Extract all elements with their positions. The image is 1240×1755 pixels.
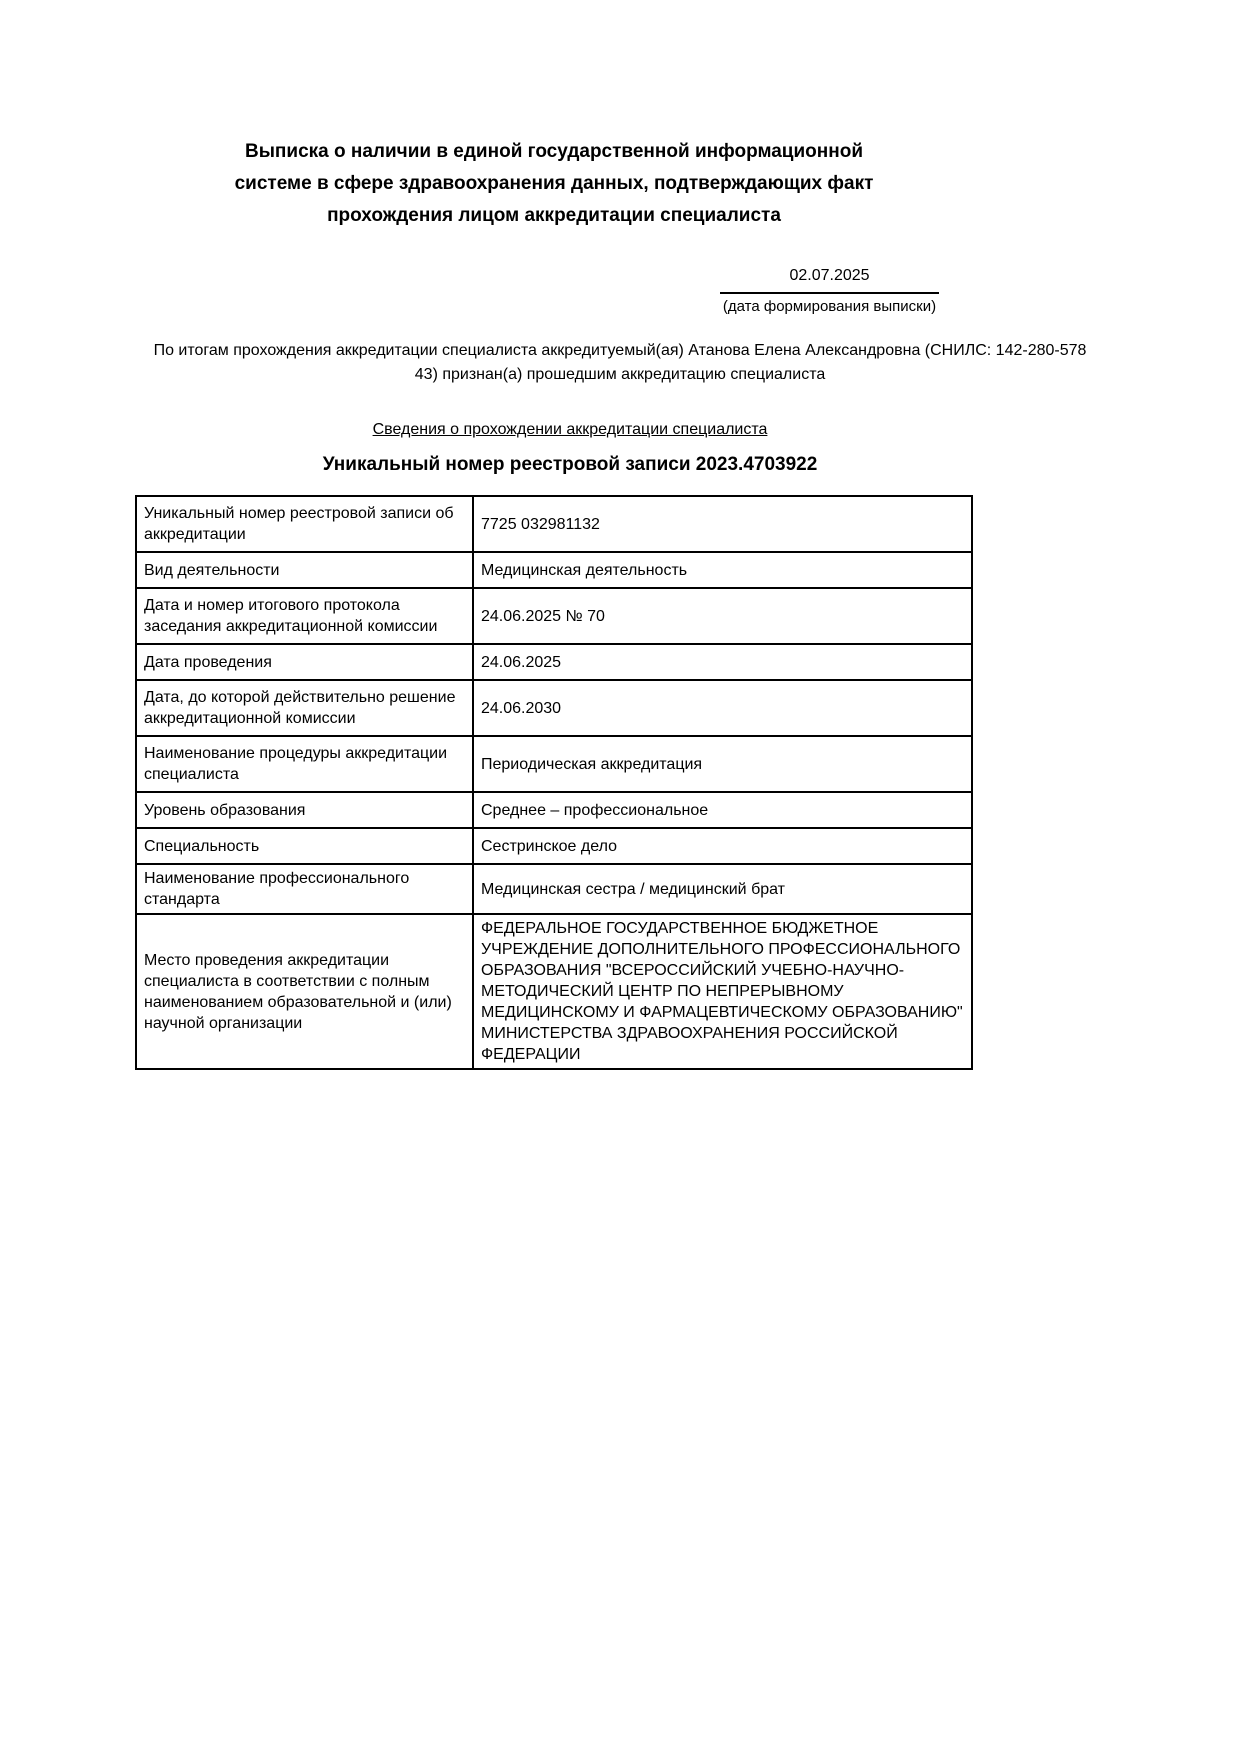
row-value: Периодическая аккредитация (473, 736, 972, 792)
row-label: Дата проведения (136, 644, 473, 680)
table-row (136, 496, 972, 552)
row-value: Медицинская сестра / медицинский брат (473, 864, 972, 914)
formation-date-caption: (дата формирования выписки) (722, 298, 937, 315)
table-row (136, 792, 972, 828)
row-label: Дата и номер итогового протокола заседания аккредитационной комиссии (136, 588, 473, 644)
document-title-line: прохождения лицом аккредитации специалиста (327, 205, 781, 226)
row-value: Сестринское дело (473, 828, 972, 864)
row-label: Вид деятельности (136, 552, 473, 588)
row-label: Место проведения аккредитации специалиста в соответствии с полным наименованием образовательной и (или) научной организации (136, 914, 473, 1069)
document-title-line: Выписка о наличии в единой государственной информационной (244, 141, 864, 162)
accreditation-details-table (135, 495, 973, 1070)
formation-date-block (720, 266, 939, 316)
table-row (136, 588, 972, 644)
row-value: ФЕДЕРАЛЬНОЕ ГОСУДАРСТВЕННОЕ БЮДЖЕТНОЕ УЧРЕЖДЕНИЕ ДОПОЛНИТЕЛЬНОГО ПРОФЕССИОНАЛЬНОГО ОБРАЗОВАНИЯ "ВСЕРОССИЙСКИЙ УЧЕБНО-НАУЧНО-МЕТОДИЧЕСКИЙ ЦЕНТР ПО НЕПРЕРЫВНОМУ МЕДИЦИНСКОМУ И ФАРМАЦЕВТИЧЕСКОМУ ОБРАЗОВАНИЮ" МИНИСТЕРСТВА ЗДРАВООХРАНЕНИЯ РОССИЙСКОЙ ФЕДЕРАЦИИ (473, 914, 972, 1069)
row-value: Медицинская деятельность (473, 552, 972, 588)
row-value: 7725 032981132 (473, 496, 972, 552)
section-heading: Сведения о прохождении аккредитации специалиста (372, 421, 768, 438)
table-row (136, 736, 972, 792)
registry-number-heading: Уникальный номер реестровой записи 2023.4703922 (322, 454, 818, 475)
row-value: 24.06.2025 № 70 (473, 588, 972, 644)
row-label: Специальность (136, 828, 473, 864)
document-title-line: системе в сфере здравоохранения данных, подтверждающих факт (234, 173, 874, 194)
row-label: Уровень образования (136, 792, 473, 828)
table-row (136, 864, 972, 914)
row-label: Дата, до которой действительно решение аккредитационной комиссии (136, 680, 473, 736)
table-row (136, 680, 972, 736)
row-label: Уникальный номер реестровой записи об аккредитации (136, 496, 473, 552)
row-label: Наименование процедуры аккредитации специалиста (136, 736, 473, 792)
table-row (136, 552, 972, 588)
table-row (136, 914, 972, 1069)
row-value: 24.06.2030 (473, 680, 972, 736)
table-row (136, 644, 972, 680)
row-label: Наименование профессионального стандарта (136, 864, 473, 914)
accreditation-result-paragraph: По итогам прохождения аккредитации специалиста аккредитуемый(ая) Атанова Елена Александровна (СНИЛС: 142-280-578 43) признан(а) прошедшим аккредитацию специалиста (153, 342, 1087, 383)
document-title (135, 136, 973, 232)
row-value: Среднее – профессиональное (473, 792, 972, 828)
row-value: 24.06.2025 (473, 644, 972, 680)
table-row (136, 828, 972, 864)
formation-date: 02.07.2025 (720, 266, 939, 294)
